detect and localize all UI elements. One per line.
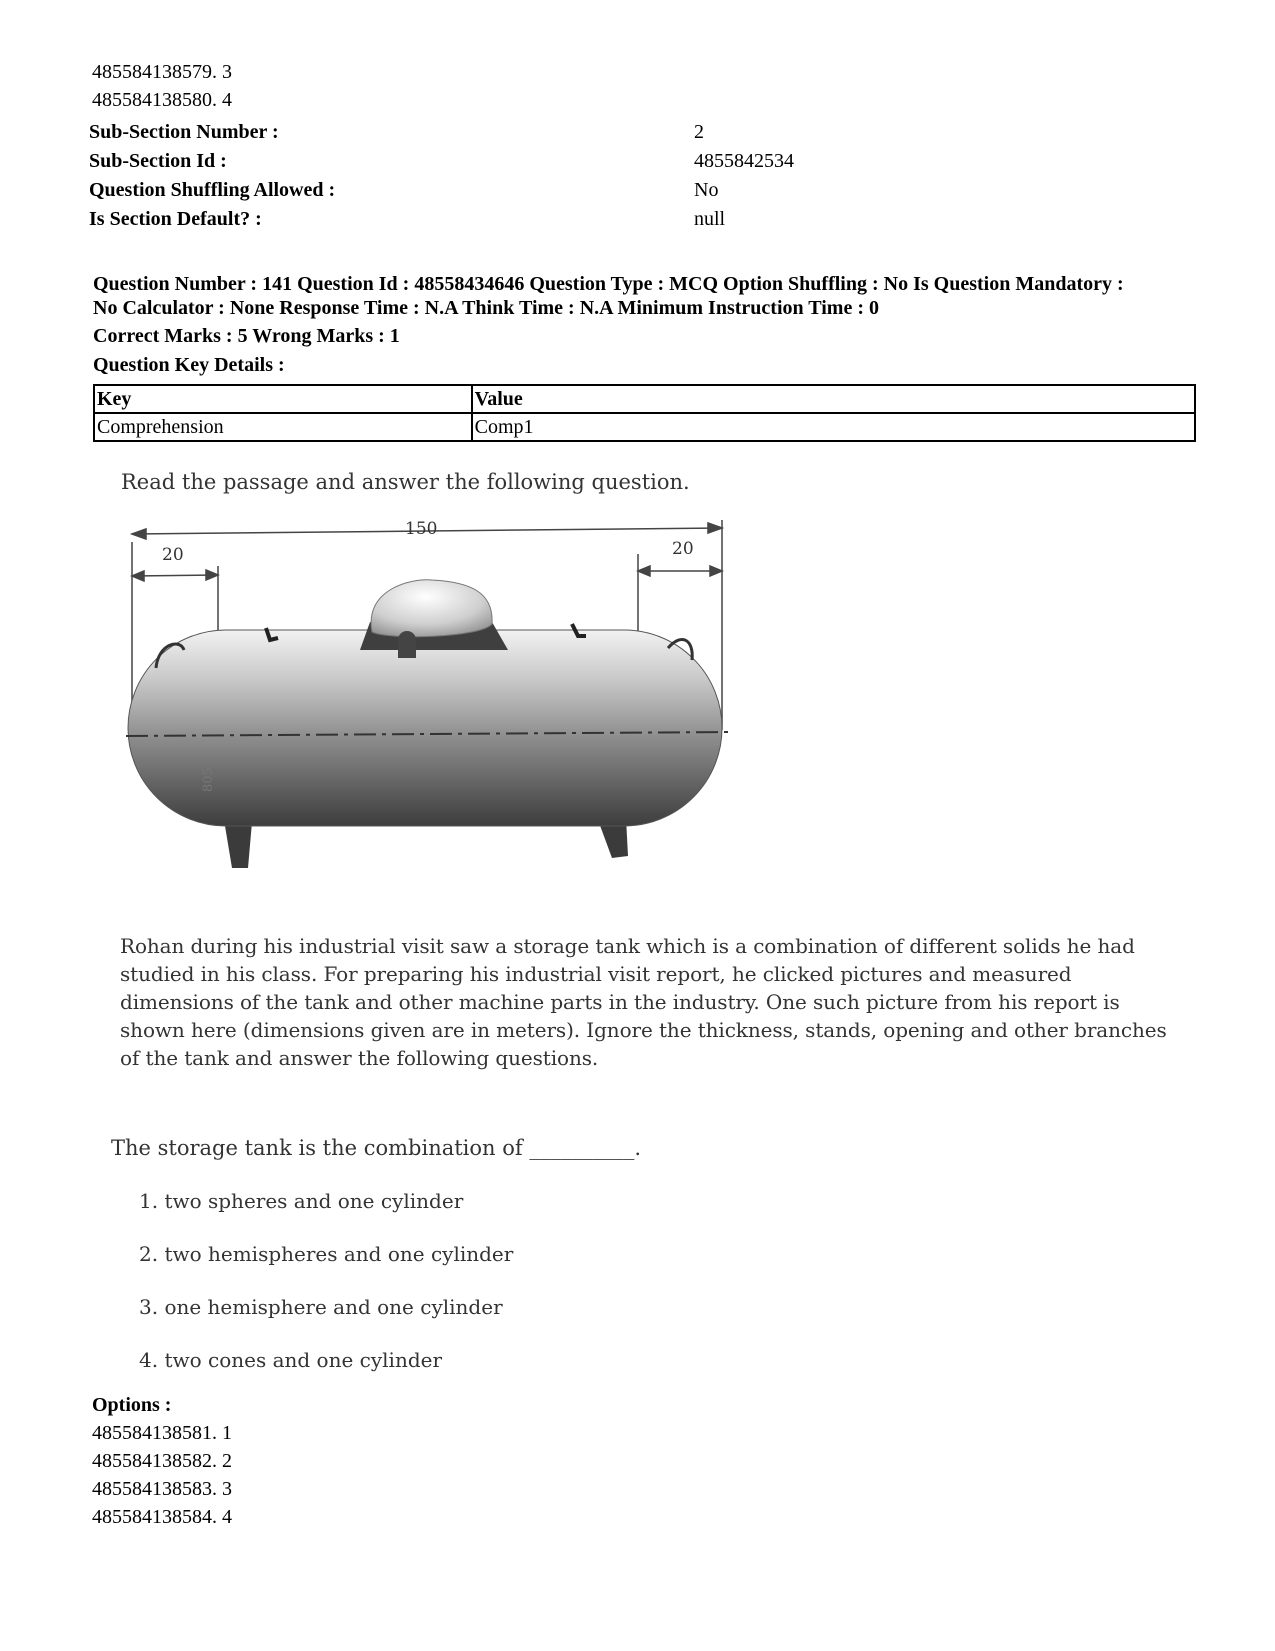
tank-dome: [371, 580, 492, 637]
table-header-key: Key: [94, 385, 472, 413]
subsection-id-label: Sub-Section Id :: [89, 150, 227, 172]
section-default-label: Is Section Default? :: [89, 208, 262, 230]
storage-tank-figure: [120, 520, 770, 920]
question-header-line2: No Calculator : None Response Time : N.A Think Time : N.A Minimum Instruction Time : 0: [93, 297, 879, 319]
choice-1: 1. two spheres and one cylinder: [139, 1189, 464, 1213]
subsection-number-value: 2: [694, 121, 704, 143]
table-row: [94, 413, 1195, 441]
previous-option-4: 485584138580. 4: [92, 89, 232, 111]
tank-body: [128, 630, 722, 826]
dome-opening: [398, 631, 416, 658]
dimension-right-label: 20: [672, 539, 694, 559]
passage-instruction: Read the passage and answer the following question.: [121, 470, 690, 494]
choice-3: 3. one hemisphere and one cylinder: [139, 1295, 503, 1319]
table-cell-key: Comprehension: [94, 413, 472, 441]
choice-4: 4. two cones and one cylinder: [139, 1348, 443, 1372]
table-cell-value: Comp1: [472, 413, 1195, 441]
dimension-total-label: 150: [405, 520, 438, 539]
question-key-details-label: Question Key Details :: [93, 354, 285, 376]
table-header-value: Value: [472, 385, 1195, 413]
question-stem: The storage tank is the combination of __________.: [111, 1136, 642, 1160]
previous-option-3: 485584138579. 3: [92, 61, 232, 83]
table-header-row: [94, 385, 1195, 413]
option-2: 485584138582. 2: [92, 1450, 232, 1472]
section-default-value: null: [694, 208, 726, 230]
question-key-table: [93, 384, 1196, 442]
options-label: Options :: [92, 1394, 172, 1416]
subsection-id-value: 4855842534: [694, 150, 794, 172]
question-marks: Correct Marks : 5 Wrong Marks : 1: [93, 325, 400, 347]
subsection-number-label: Sub-Section Number :: [89, 121, 279, 143]
option-4: 485584138584. 4: [92, 1506, 232, 1528]
question-shuffling-label: Question Shuffling Allowed :: [89, 179, 336, 201]
choice-2: 2. two hemispheres and one cylinder: [139, 1242, 514, 1266]
option-1: 485584138581. 1: [92, 1422, 232, 1444]
option-3: 485584138583. 3: [92, 1478, 232, 1500]
question-header-line1: Question Number : 141 Question Id : 48558434646 Question Type : MCQ Option Shuffling : No Is Question Mandatory :: [93, 273, 1124, 295]
dimension-left-label: 20: [162, 545, 184, 565]
passage-text: Rohan during his industrial visit saw a storage tank which is a combination of different solids he had studied in his class. For preparing his industrial visit report, he clicked pictures and measured dimensions of the tank and other machine parts in the industry. One such picture from his report is shown here (dimensions given are in meters). Ignore the thickness, stands, opening and other branches of the tank and answer the following questions.: [120, 934, 1167, 1070]
tank-side-marking: 805: [201, 767, 216, 792]
tank-stand-left: [224, 820, 252, 868]
question-shuffling-value: No: [694, 179, 719, 201]
